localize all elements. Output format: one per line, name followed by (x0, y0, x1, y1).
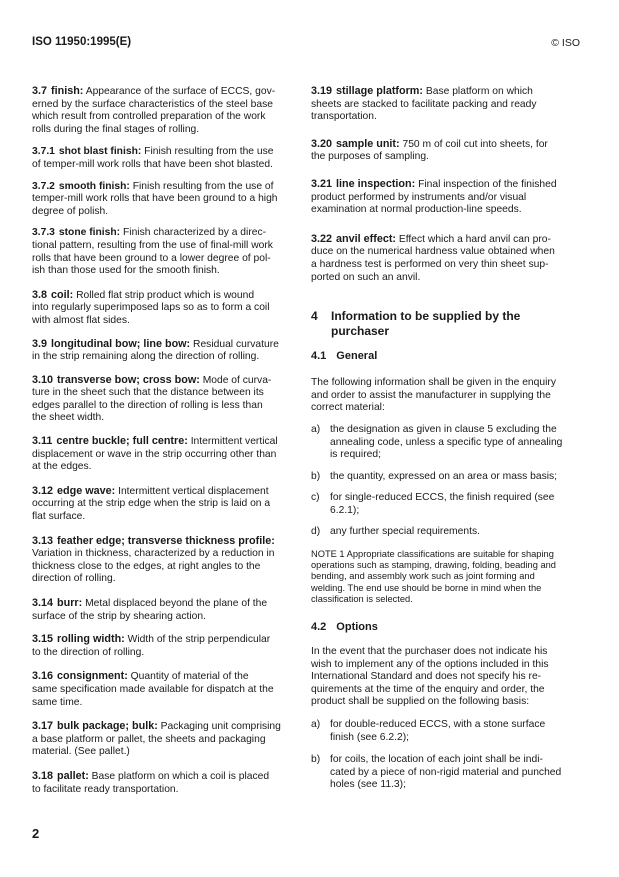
section-4-1-heading: 4.1 General (311, 350, 378, 363)
section-4-heading: 4 Information to be supplied by the purchaser (311, 309, 521, 338)
entry-3-7: 3.7 finish: Appearance of the surface of ECCS, gov- erned by the surface characteristics of the steel base which result from controlled preparation of the work rolls during the final stages of rolling. (32, 85, 276, 135)
entry-3-9: 3.9 longitudinal bow; line bow: Residual curvature in the strip remaining along the direction of rolling. (32, 337, 279, 363)
list-item-4-2-b: b) for coils, the location of each joint shall be indi- cated by a piece of non-rigid material and punched holes (see 11.3); (311, 754, 562, 791)
copyright-mark: © ISO (551, 37, 580, 49)
section-4-2-heading: 4.2 Options (311, 621, 378, 634)
entry-3-8: 3.8 coil: Rolled flat strip product which is wound into regularly superimposed laps so as to form a coil with almost flat sides. (32, 288, 270, 326)
left-column (32, 85, 285, 796)
entry-3-20: 3.20 sample unit: 750 m of coil cut into sheets, for the purposes of sampling. (311, 137, 548, 163)
section-4-1-intro: The following information shall be given in the enquiry and order to assist the manufacturer in supplying the correct material: (311, 377, 556, 414)
list-item-4-1-d: d) any further special requirements. (311, 526, 480, 538)
entry-3-14: 3.14 burr: Metal displaced beyond the plane of the surface of the strip by shearing action. (32, 597, 268, 622)
entry-3-12: 3.12 edge wave: Intermittent vertical displacement occurring at the strip edge when the strip is laid on a flat surface. (32, 484, 271, 523)
entry-3-17: 3.17 bulk package; bulk: Packaging unit comprising a base platform or pallet, the sheets and packaging material. (See pallet.) (32, 720, 281, 758)
entry-3-16: 3.16 consignment: Quantity of material of the same specification made available for dispatch at the same time. (32, 670, 274, 708)
entry-3-10: 3.10 transverse bow; cross bow: Mode of curva- ture in the sheet such that the distance between its edges parallel to the direction of rolling is less than the sheet width. (32, 373, 272, 424)
list-item-4-1-a: a) the designation as given in clause 5 excluding the annealing code, unless a specific type of annealing is required; (311, 423, 563, 461)
entry-3-7-1: 3.7.1 shot blast finish: Finish resulting from the use of temper-mill work rolls that have been shot blasted. (32, 146, 274, 170)
entry-3-15: 3.15 rolling width: Width of the strip perpendicular to the direction of rolling. (32, 633, 271, 658)
list-item-4-1-b: b) the quantity, expressed on an area or mass basis; (311, 470, 558, 482)
note-1: NOTE 1 Appropriate classifications are suitable for shaping operations such as stamping, drawing, folding, beading and bending, and assembly work such as joint forming and welding. The end use should be borne in mind when the classification is selected. (311, 549, 556, 604)
entry-3-21: 3.21 line inspection: Final inspection of the finished product performed by instruments and/or visual examination at normal production-line speeds. (311, 177, 557, 216)
entry-3-19: 3.19 stillage platform: Base platform on which sheets are stacked to facilitate packing and ready transportation. (311, 85, 537, 123)
entry-3-7-3: 3.7.3 stone finish: Finish characterized by a direc- tional pattern, resulting from the use of final-mill work rolls that have been ground to a lower degree of pol- ish than those used for the smooth finish. (32, 227, 273, 277)
entry-3-22: 3.22 anvil effect: Effect which a hard anvil can pro- duce on the numerical hardness value obtained when a hardness test is performed on very thin sheet sup- ported on such an anvil. (311, 232, 555, 283)
list-item-4-1-c: c) for single-reduced ECCS, the finish required (see 6.2.1); (311, 492, 555, 516)
entry-3-11: 3.11 centre buckle; full centre: Intermittent vertical displacement or wave in the strip occurring other than at the edges. (32, 435, 278, 473)
list-item-4-2-a: a) for double-reduced ECCS, with a stone surface finish (see 6.2.2); (311, 719, 546, 743)
entry-3-18: 3.18 pallet: Base platform on which a coil is placed to facilitate ready transportation. (32, 769, 270, 795)
entry-3-13: 3.13 feather edge; transverse thickness profile: Variation in thickness, characterized by a reduction in thickness close to the edges, at right angles to the direction of rolling. (32, 534, 275, 585)
entry-3-7-2: 3.7.2 smooth finish: Finish resulting from the use of temper-mill work rolls that have been ground to a high degree of polish. (32, 180, 278, 217)
page-number: 2 (32, 826, 40, 841)
right-column (311, 85, 567, 792)
standard-designation: ISO 11950:1995(E) (32, 36, 132, 48)
section-4-2-intro: In the event that the purchaser does not indicate his wish to implement any of the options included in this International Standard and does not specify his re- quirements at the time of the enquiry and order, the product shall be supplied on the following basis: (311, 646, 549, 708)
